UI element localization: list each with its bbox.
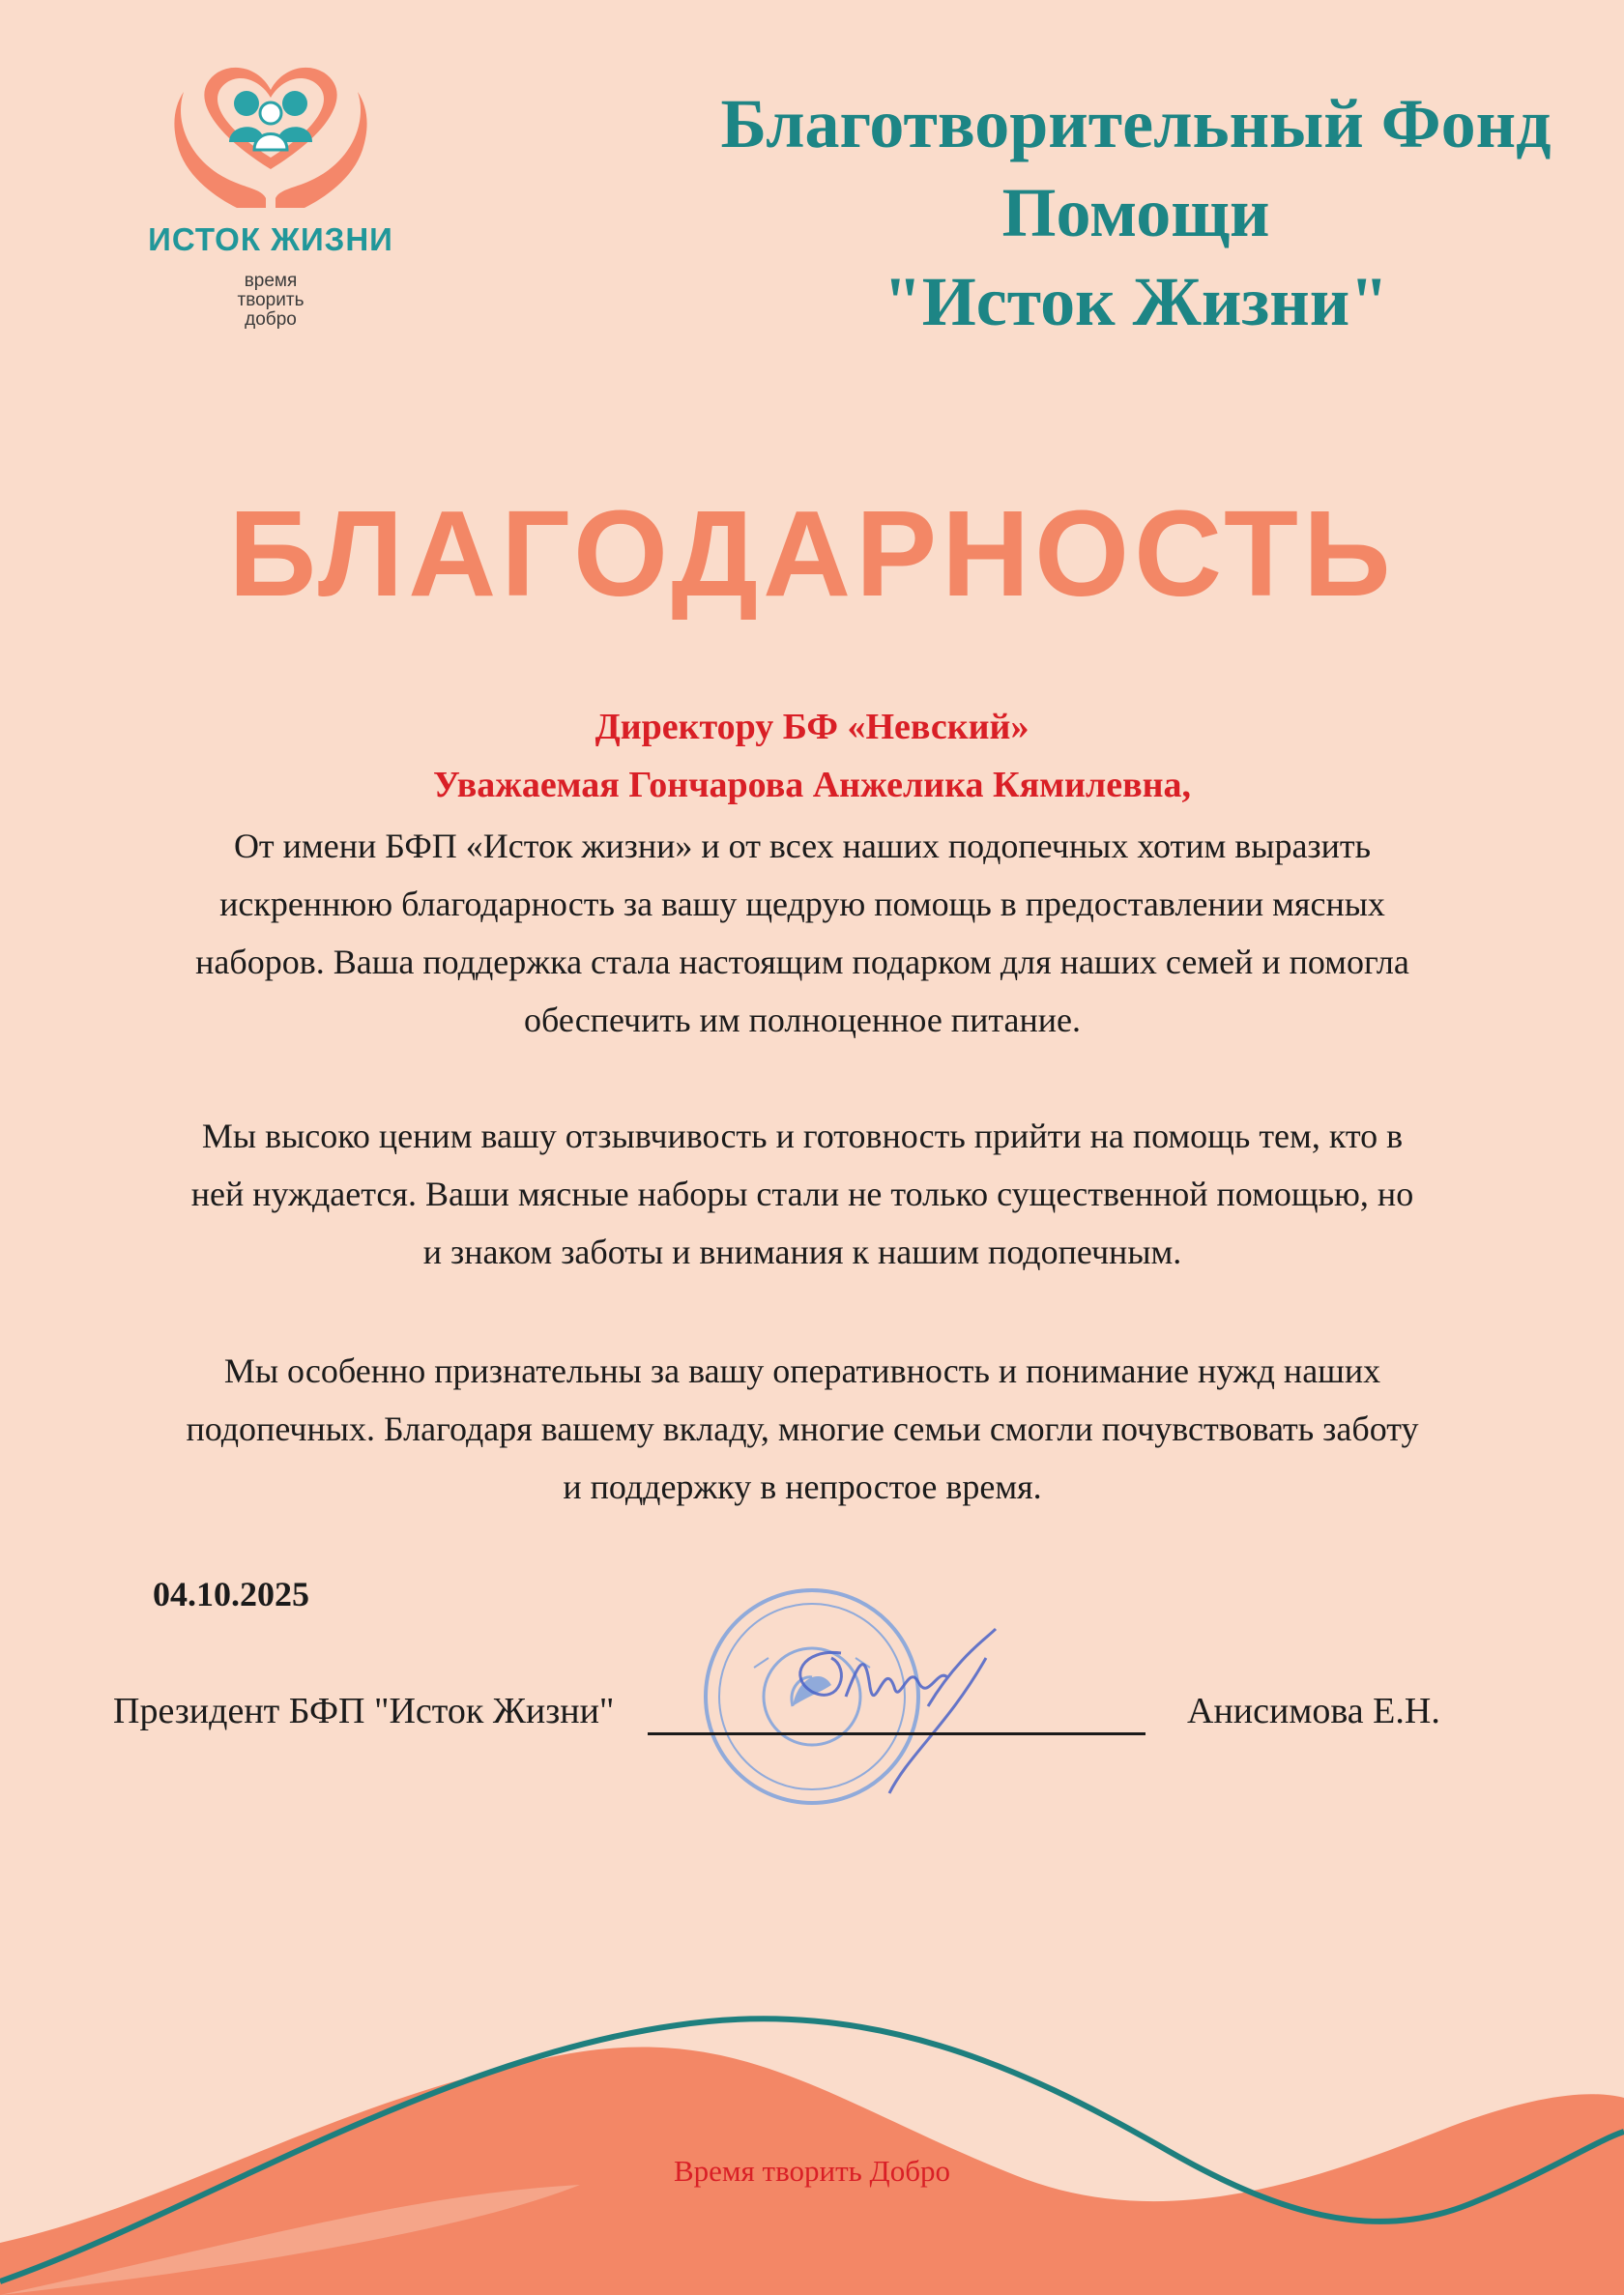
document-date: 04.10.2025 (153, 1575, 309, 1613)
heart-hands-icon (169, 53, 372, 208)
org-name-line: "Исток Жизни" (883, 263, 1389, 340)
body-paragraph-3 (106, 1342, 1498, 1516)
text-line: и поддержку в непростое время. (563, 1467, 1042, 1506)
foundation-logo (140, 53, 401, 330)
logo-slogan (140, 272, 401, 330)
text-line: Мы особенно признательны за вашу оперативность и понимание нужд наших (223, 1351, 1381, 1390)
text-line: ней нуждается. Ваши мясные наборы стали не только существенной помощью, но (190, 1175, 1414, 1213)
logo-slogan-line: добро (245, 309, 297, 330)
text-line: обеспечить им полноценное питание. (523, 1001, 1082, 1039)
text-line: наборов. Ваша поддержка стала настоящим подарком для наших семей и помогла (195, 943, 1409, 981)
logo-slogan-line: творить (237, 290, 304, 310)
logo-slogan-line: время (244, 271, 298, 291)
text-line: искреннюю благодарность за вашу щедрую помощь в предоставлении мясных (219, 885, 1385, 923)
body-paragraph-2 (106, 1107, 1498, 1281)
text-line: подопечных. Благодаря вашему вкладу, многие семьи смогли почувствовать заботу (186, 1409, 1419, 1448)
signature-line (648, 1732, 1146, 1735)
decorative-wave (0, 1953, 1624, 2295)
organization-name (677, 79, 1595, 346)
org-name-line: Благотворительный Фонд (720, 85, 1552, 162)
logo-name: ИСТОК ЖИЗНИ (148, 221, 393, 257)
document-title: БЛАГОДАРНОСТЬ (228, 485, 1396, 622)
signatory-role: Президент БФП "Исток Жизни" (113, 1691, 615, 1731)
body-paragraph-1 (106, 817, 1498, 1049)
text-line: и знаком заботы и внимания к нашим подопечным. (422, 1233, 1182, 1271)
text-line: От имени БФП «Исток жизни» и от всех наших подопечных хотим выразить (233, 827, 1372, 865)
signatory-name: Анисимова Е.Н. (1187, 1691, 1440, 1731)
footer-motto: Время творить Добро (674, 2154, 950, 2188)
org-name-line: Помощи (1001, 174, 1270, 251)
addressee-greeting: Уважаемая Гончарова Анжелика Кямилевна, (432, 765, 1192, 805)
addressee-position: Директору БФ «Невский» (594, 707, 1030, 747)
official-stamp (696, 1561, 1063, 1832)
text-line: Мы высоко ценим вашу отзывчивость и готовность прийти на помощь тем, кто в (201, 1117, 1404, 1155)
